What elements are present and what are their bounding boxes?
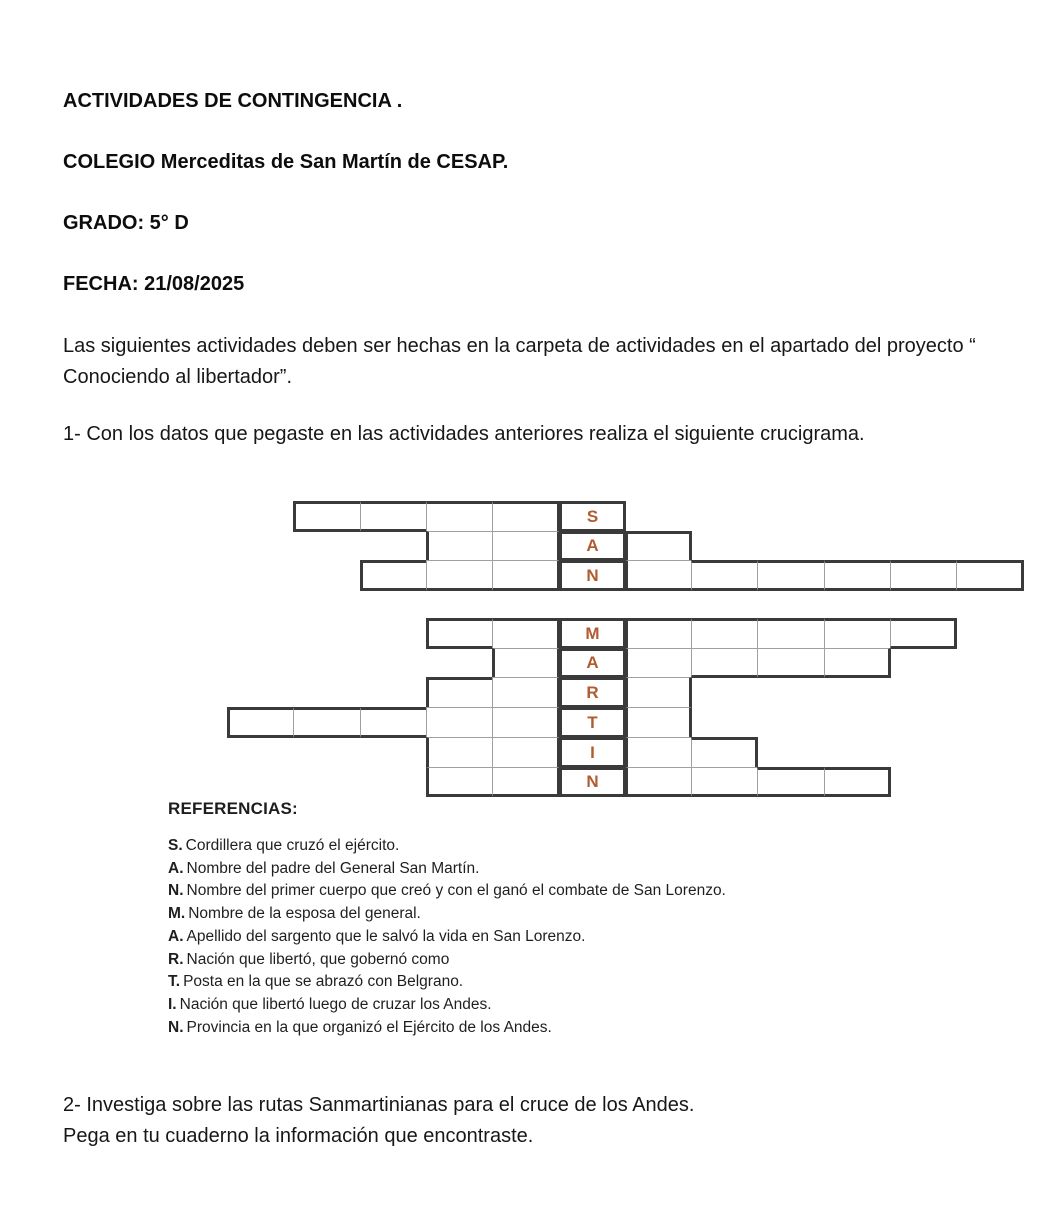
doc-title: ACTIVIDADES DE CONTINGENCIA . [63,90,403,112]
reference-key: N. [168,1018,184,1036]
crossword-cell [625,648,692,678]
crossword-cell [426,618,493,649]
crossword-cell [426,560,493,591]
task-1-text: 1- Con los datos que pegaste en las actividades anteriores realiza el siguiente crucigrama. [63,423,865,445]
reference-text: Nombre del primer cuerpo que creó y con el ganó el combate de San Lorenzo. [186,882,726,900]
task-2-text [63,1090,1023,1152]
crossword-cell [824,560,891,591]
reference-text: Cordillera que cruzó el ejército. [185,837,400,854]
task-2-line-1: 2- Investiga sobre las rutas Sanmartinianas para el cruce de los Andes. [63,1094,695,1116]
school-line: COLEGIO Merceditas de San Martín de CESAP. [63,151,509,173]
crossword-cell [757,767,825,797]
crossword-cell [625,737,692,768]
reference-key: N. [168,882,184,900]
crossword-cell [360,560,427,591]
reference-key: S. [168,837,183,854]
reference-text: Provincia en la que organizó el Ejército de los Andes. [186,1018,552,1036]
crossword-letter-cell: N [559,767,626,797]
crossword-cell [691,737,758,768]
reference-text: Nación que libertó luego de cruzar los Andes. [179,995,492,1013]
reference-item [168,994,868,1017]
crossword-cell [757,618,825,649]
crossword-cell [426,531,493,561]
date-line: FECHA: 21/08/2025 [63,273,245,295]
crossword-letter-cell: N [559,560,626,591]
crossword-cell [426,707,493,738]
crossword-cell [757,648,825,678]
crossword-cell [426,501,493,532]
references-title: REFERENCIAS: [168,799,298,818]
reference-key: T. [168,973,181,991]
reference-item [168,858,868,881]
crossword-cell [824,618,891,649]
crossword-letter-cell: M [559,618,626,649]
crossword-cell [492,618,560,649]
crossword-letter-cell: I [559,737,626,768]
crossword-cell [492,677,560,708]
reference-item [168,880,868,903]
crossword-cell [227,707,294,738]
crossword-cell [956,560,1024,591]
crossword-cell [625,677,692,708]
grade-line: GRADO: 5° D [63,212,189,234]
reference-item [168,949,868,972]
crossword-cell [625,618,692,649]
crossword-cell [426,767,493,797]
reference-text: Nombre de la esposa del general. [188,905,421,923]
crossword-cell [691,648,758,678]
reference-text: Nombre del padre del General San Martín. [186,859,480,877]
crossword-letter-cell: R [559,677,626,708]
reference-item [168,926,868,949]
crossword-cell [293,707,361,738]
crossword-cell [293,501,361,532]
crossword-letter-cell: A [559,531,626,561]
reference-text: Posta en la que se abrazó con Belgrano. [183,973,464,991]
crossword-cell [360,501,427,532]
crossword-cell [492,501,560,532]
intro-paragraph: Las siguientes actividades deben ser hechas en la carpeta de actividades en el apartado del proyecto “ Conociendo al libertador”. [63,335,976,388]
crossword-cell [492,737,560,768]
reference-key: I. [168,995,177,1013]
crossword-cell [360,707,427,738]
reference-item [168,1017,868,1040]
crossword-letter-cell: S [559,501,626,532]
crossword-cell [492,707,560,738]
crossword-grid [227,501,1027,798]
crossword-cell [890,618,957,649]
crossword-cell [492,767,560,797]
crossword-cell [757,560,825,591]
crossword-cell [426,737,493,768]
crossword-cell [890,560,957,591]
reference-item [168,835,868,858]
crossword-cell [691,767,758,797]
crossword-letter-cell: T [559,707,626,738]
crossword-cell [824,767,891,797]
crossword-cell [691,618,758,649]
crossword-cell [691,560,758,591]
crossword-cell [625,707,692,738]
reference-text: Nación que libertó, que gobernó como [186,950,450,968]
crossword-letter-cell: A [559,648,626,678]
reference-key: A. [168,927,184,945]
references-list [168,835,868,1039]
reference-text: Apellido del sargento que le salvó la vida en San Lorenzo. [186,927,586,945]
crossword-cell [625,560,692,591]
crossword-cell [625,767,692,797]
crossword-cell [625,531,692,561]
crossword-cell [492,560,560,591]
crossword-cell [492,531,560,561]
task-2-line-2: Pega en tu cuaderno la información que encontraste. [63,1125,534,1147]
reference-item [168,971,868,994]
reference-key: M. [168,905,186,923]
crossword-cell [492,648,560,678]
crossword-cell [824,648,891,678]
reference-key: R. [168,950,184,968]
reference-item [168,903,868,926]
crossword-cell [426,677,493,708]
reference-key: A. [168,859,184,877]
